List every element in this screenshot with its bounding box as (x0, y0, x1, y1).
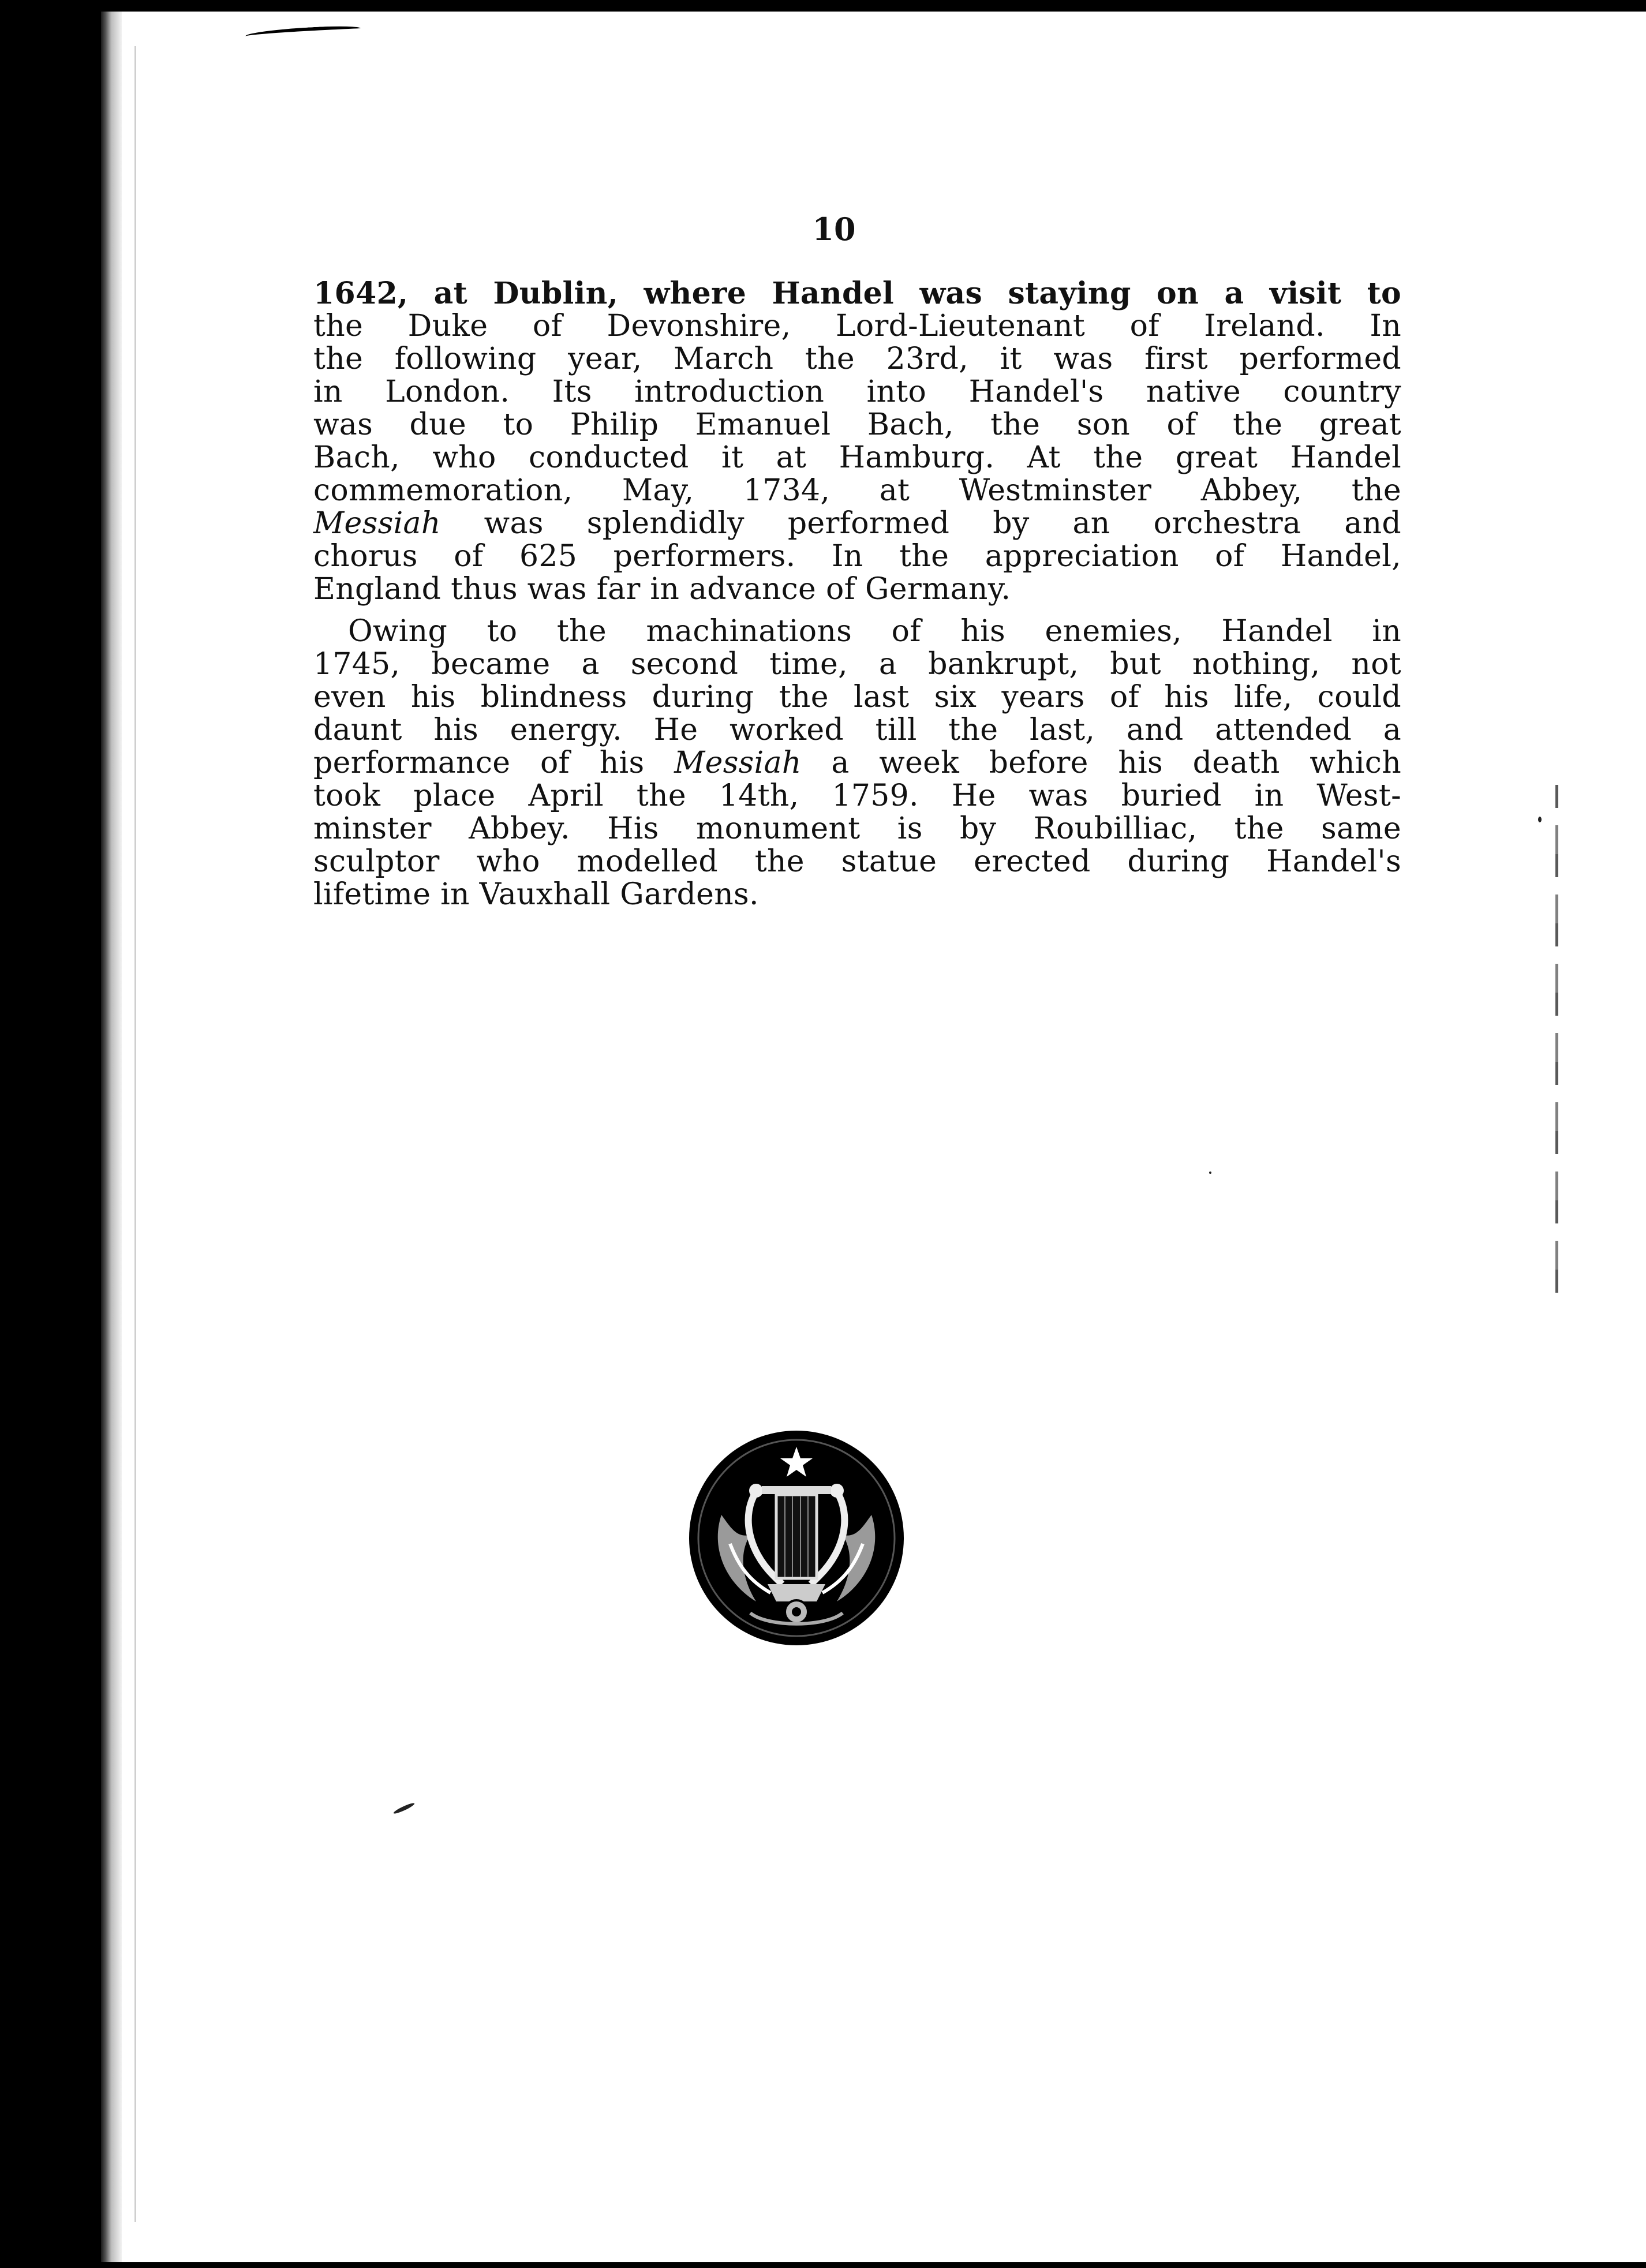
body-text (313, 277, 1401, 911)
text-line: commemoration, May, 1734, at Westminster Abbey, the (313, 473, 1401, 508)
text-span: a week before his death which (831, 746, 1401, 780)
text-line: the following year, March the 23rd, it was first performed (313, 342, 1401, 376)
text-line: sculptor who modelled the statue erected during Handel's (313, 844, 1401, 879)
text-line: daunt his energy. He worked till the last, and attended a (313, 713, 1401, 747)
gutter-shadow (134, 46, 136, 2222)
scan-mark (245, 25, 361, 40)
text-line: Owing to the machinations of his enemies, Handel in (348, 614, 1401, 649)
text-line: 1642, at Dublin, where Handel was staying on a visit to (313, 276, 1401, 311)
speck (1538, 817, 1542, 822)
text-line: lifetime in Vauxhall Gardens. (313, 877, 759, 912)
text-span: was splendidly performed by an orchestra and (484, 506, 1401, 541)
text-line (313, 747, 1401, 780)
text-span: performance of his (313, 746, 645, 780)
speck (1209, 1172, 1211, 1174)
text-line: chorus of 625 performers. In the appreciation of Handel, (313, 539, 1401, 574)
paper-sheet (101, 12, 1646, 2262)
lyre-emblem-icon (687, 1428, 906, 1648)
messiah-title: Messiah (674, 746, 802, 780)
text-line: 1745, became a second time, a bankrupt, but nothing, not (313, 647, 1401, 682)
text-line: even his blindness during the last six years of his life, could (313, 680, 1401, 714)
text-line: Bach, who conducted it at Hamburg. At the great Handel (313, 440, 1401, 475)
text-line: England thus was far in advance of Germany. (313, 572, 1011, 607)
binding-edge (101, 12, 122, 2262)
text-line: in London. Its introduction into Handel's native country (313, 375, 1401, 409)
text-line: minster Abbey. His monument is by Roubilliac, the same (313, 811, 1401, 846)
text-line: the Duke of Devonshire, Lord-Lieutenant of Ireland. In (313, 309, 1401, 343)
speck (392, 1802, 415, 1815)
text-line: took place April the 14th, 1759. He was buried in West- (313, 779, 1401, 813)
page-number: 10 (812, 211, 856, 248)
scan-artifact-line (1555, 785, 1558, 1304)
text-line: was due to Philip Emanuel Bach, the son of the great (313, 407, 1401, 442)
text-line (313, 507, 1401, 540)
messiah-title: Messiah (313, 506, 441, 541)
